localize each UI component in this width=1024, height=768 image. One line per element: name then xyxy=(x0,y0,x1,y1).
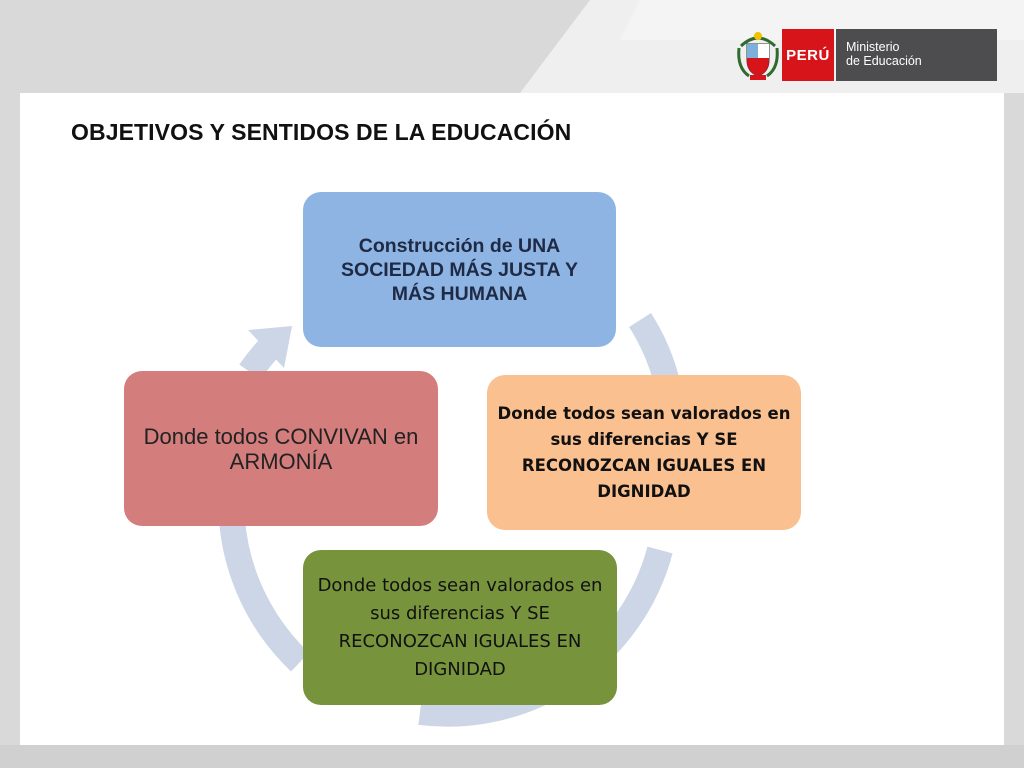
cycle-node-society xyxy=(303,192,616,347)
country-label: PERÚ xyxy=(786,46,830,64)
ministry-line-2: de Educación xyxy=(846,54,922,68)
cycle-node-valued-right xyxy=(487,375,801,530)
cycle-node-valued-right-label: Donde todos sean valorados en sus diferencias Y SE RECONOZCAN IGUALES EN DIGNIDAD xyxy=(497,403,791,501)
cycle-node-coexist-label: Donde todos CONVIVAN en ARMONÍA xyxy=(143,423,419,474)
cycle-node-valued-bottom-label: Donde todos sean valorados en sus diferencias Y SE RECONOZCAN IGUALES EN DIGNIDAD xyxy=(317,574,603,680)
cycle-node-coexist xyxy=(124,371,438,526)
ministry-line-1: Ministerio xyxy=(846,40,900,54)
cycle-node-society-label: Construcción de UNA SOCIEDAD MÁS JUSTA Y MÁS HUMANA xyxy=(341,234,578,305)
slide-title: OBJETIVOS Y SENTIDOS DE LA EDUCACIÓN xyxy=(71,119,572,145)
cycle-node-valued-bottom xyxy=(303,550,617,705)
